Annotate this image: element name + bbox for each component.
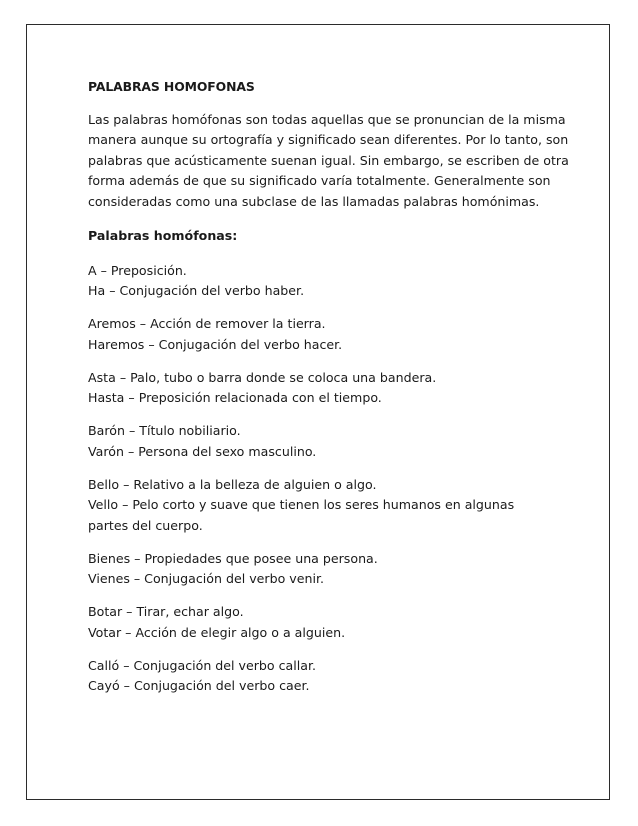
homophone-entry: Vienes – Conjugación del verbo venir.: [88, 571, 324, 586]
homophone-entry: Ha – Conjugación del verbo haber.: [88, 283, 305, 298]
homophone-entry: Barón – Título nobiliario.: [88, 423, 241, 438]
section-heading: Palabras homófonas:: [88, 228, 238, 243]
intro-line: forma además de que su significado varía totalmente. Generalmente son: [88, 173, 551, 188]
intro-paragraph: [88, 110, 569, 213]
homophone-pair: [88, 602, 558, 643]
homophone-entry: Varón – Persona del sexo masculino.: [88, 443, 317, 459]
homophone-pair: [88, 421, 558, 462]
homophone-pair: [88, 314, 558, 355]
homophone-pair: [88, 475, 558, 537]
intro-line: manera aunque su ortografía y significado sean diferentes. Por lo tanto, son: [88, 132, 569, 147]
homophone-entry: Aremos – Acción de remover la tierra.: [88, 316, 326, 331]
homophone-entry: Hasta – Preposición relacionada con el tiempo.: [88, 390, 382, 405]
homophone-entry: Bienes – Propiedades que posee una persona.: [88, 550, 378, 566]
document-title: PALABRAS HOMOFONAS: [88, 79, 255, 94]
homophone-entry: Asta – Palo, tubo o barra donde se coloca una bandera.: [88, 369, 437, 385]
homophone-pair: [88, 368, 558, 409]
homophone-pair: [88, 261, 558, 302]
document-content: [88, 77, 569, 709]
homophone-pair: [88, 656, 558, 697]
homophone-entry: Cayó – Conjugación del verbo caer.: [88, 678, 310, 693]
homophone-entry: Votar – Acción de elegir algo o a alguien.: [88, 624, 346, 640]
homophone-pair: [88, 549, 558, 590]
homophone-entry: Vello – Pelo corto y suave que tienen los seres humanos en algunas partes del cuerpo.: [88, 497, 515, 533]
homophone-entry: A – Preposición.: [88, 262, 187, 278]
intro-line: consideradas como una subclase de las llamadas palabras homónimas.: [88, 193, 540, 209]
homophone-entry: Haremos – Conjugación del verbo hacer.: [88, 336, 343, 352]
intro-line: palabras que acústicamente suenan igual. Sin embargo, se escriben de otra: [88, 152, 569, 168]
homophone-entry: Bello – Relativo a la belleza de alguien o algo.: [88, 476, 377, 492]
intro-line: Las palabras homófonas son todas aquellas que se pronuncian de la misma: [88, 111, 566, 127]
homophone-entry: Calló – Conjugación del verbo callar.: [88, 657, 317, 673]
homophone-entry: Botar – Tirar, echar algo.: [88, 604, 244, 619]
